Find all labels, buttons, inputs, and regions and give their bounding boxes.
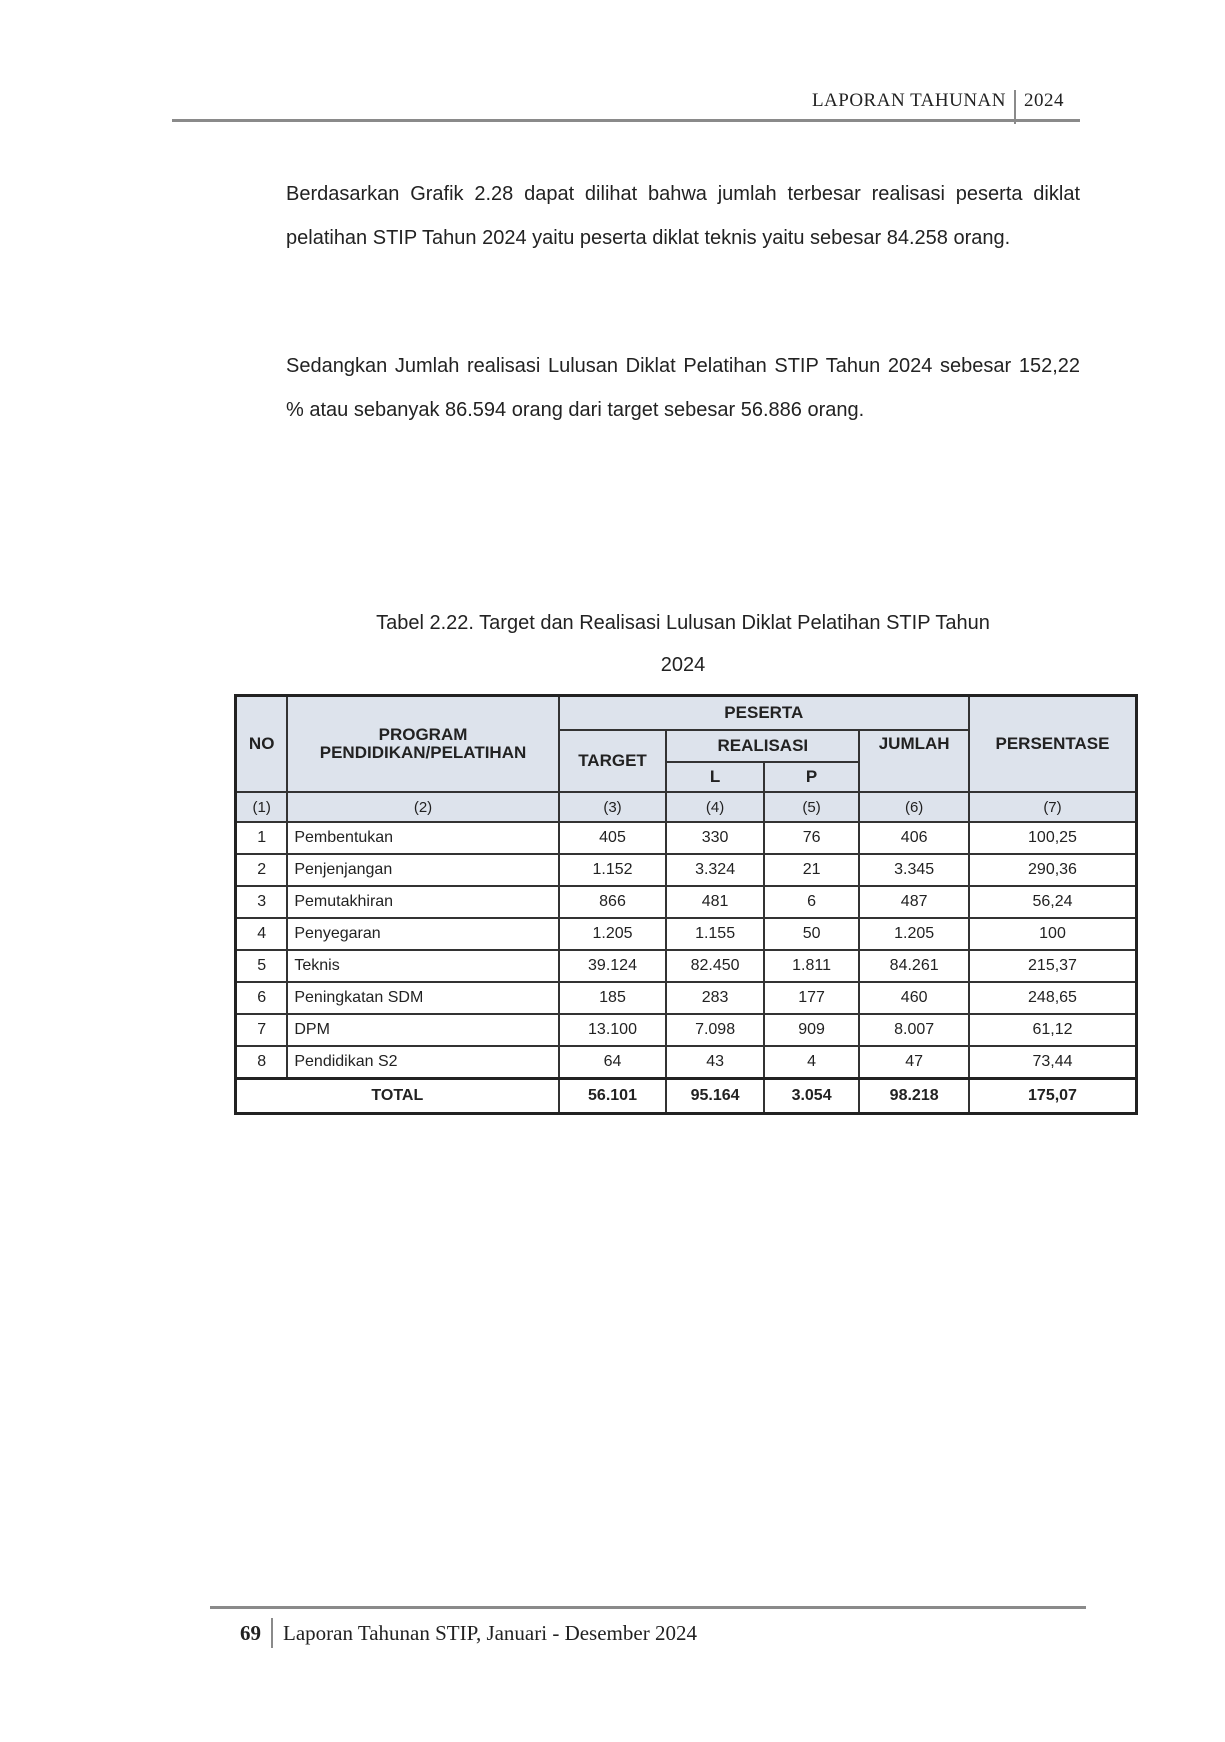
cell-l: 3.324 bbox=[666, 854, 764, 886]
table-caption-line-2: 2024 bbox=[660, 654, 706, 676]
cell-p: 1.811 bbox=[764, 950, 859, 982]
table-row bbox=[236, 854, 1137, 886]
cell-program: Pemutakhiran bbox=[287, 886, 558, 918]
footer-title: Laporan Tahunan STIP, Januari - Desember 2024 bbox=[283, 1620, 697, 1645]
cell-l: 283 bbox=[666, 982, 764, 1014]
cell-jumlah: 3.345 bbox=[859, 854, 969, 886]
cell-program: Teknis bbox=[287, 950, 558, 982]
cell-target: 64 bbox=[559, 1046, 667, 1079]
total-persentase: 175,07 bbox=[969, 1079, 1137, 1114]
table-caption bbox=[286, 602, 1080, 686]
column-number: (6) bbox=[859, 792, 969, 822]
cell-persentase: 73,44 bbox=[969, 1046, 1137, 1079]
cell-no: 1 bbox=[236, 822, 288, 854]
cell-target: 185 bbox=[559, 982, 667, 1014]
cell-no: 4 bbox=[236, 918, 288, 950]
table-row bbox=[236, 1014, 1137, 1046]
cell-no: 6 bbox=[236, 982, 288, 1014]
cell-p: 909 bbox=[764, 1014, 859, 1046]
header-year: 2024 bbox=[1024, 90, 1064, 111]
table-caption-line-1: Tabel 2.22. Target dan Realisasi Lulusan Diklat Pelatihan STIP Tahun bbox=[376, 612, 990, 634]
cell-target: 13.100 bbox=[559, 1014, 667, 1046]
total-jumlah: 98.218 bbox=[859, 1079, 969, 1114]
cell-target: 1.205 bbox=[559, 918, 667, 950]
cell-persentase: 61,12 bbox=[969, 1014, 1137, 1046]
cell-target: 39.124 bbox=[559, 950, 667, 982]
cell-no: 2 bbox=[236, 854, 288, 886]
cell-program: Peningkatan SDM bbox=[287, 982, 558, 1014]
column-number: (1) bbox=[236, 792, 288, 822]
cell-jumlah: 47 bbox=[859, 1046, 969, 1079]
cell-p: 6 bbox=[764, 886, 859, 918]
cell-target: 1.152 bbox=[559, 854, 667, 886]
results-table bbox=[234, 694, 1138, 1115]
cell-p: 21 bbox=[764, 854, 859, 886]
cell-persentase: 100 bbox=[969, 918, 1137, 950]
cell-jumlah: 84.261 bbox=[859, 950, 969, 982]
cell-p: 4 bbox=[764, 1046, 859, 1079]
column-number: (4) bbox=[666, 792, 764, 822]
cell-program: Pendidikan S2 bbox=[287, 1046, 558, 1079]
cell-l: 43 bbox=[666, 1046, 764, 1079]
page-number: 69 bbox=[240, 1620, 261, 1645]
cell-jumlah: 1.205 bbox=[859, 918, 969, 950]
footer-rule bbox=[210, 1606, 1086, 1609]
cell-jumlah: 460 bbox=[859, 982, 969, 1014]
cell-program: Penjenjangan bbox=[287, 854, 558, 886]
cell-l: 82.450 bbox=[666, 950, 764, 982]
header-program: PROGRAM PENDIDIKAN/PELATIHAN bbox=[287, 696, 558, 793]
total-p: 3.054 bbox=[764, 1079, 859, 1114]
header-no: NO bbox=[236, 696, 288, 793]
header-row-1 bbox=[236, 696, 1137, 731]
column-number: (3) bbox=[559, 792, 667, 822]
total-label: TOTAL bbox=[236, 1079, 559, 1114]
column-number: (7) bbox=[969, 792, 1137, 822]
footer-separator bbox=[271, 1618, 273, 1648]
cell-target: 405 bbox=[559, 822, 667, 854]
cell-persentase: 215,37 bbox=[969, 950, 1137, 982]
header-realisasi: REALISASI bbox=[666, 730, 859, 762]
column-number: (5) bbox=[764, 792, 859, 822]
cell-persentase: 56,24 bbox=[969, 886, 1137, 918]
cell-l: 330 bbox=[666, 822, 764, 854]
column-number-row bbox=[236, 792, 1137, 822]
header-l: L bbox=[666, 762, 764, 792]
header-peserta: PESERTA bbox=[559, 696, 969, 731]
cell-program: Penyegaran bbox=[287, 918, 558, 950]
header-target: TARGET bbox=[559, 730, 667, 792]
table-row bbox=[236, 982, 1137, 1014]
cell-target: 866 bbox=[559, 886, 667, 918]
paragraph-2: Sedangkan Jumlah realisasi Lulusan Diklat Pelatihan STIP Tahun 2024 sebesar 152,22 % atau sebanyak 86.594 orang dari target sebesar 56.886 orang. bbox=[286, 355, 1080, 421]
header-jumlah: JUMLAH bbox=[859, 730, 969, 792]
cell-program: DPM bbox=[287, 1014, 558, 1046]
total-row bbox=[236, 1079, 1137, 1114]
cell-persentase: 248,65 bbox=[969, 982, 1137, 1014]
cell-no: 5 bbox=[236, 950, 288, 982]
cell-p: 50 bbox=[764, 918, 859, 950]
table-row bbox=[236, 886, 1137, 918]
table-row bbox=[236, 950, 1137, 982]
table-row bbox=[236, 1046, 1137, 1079]
cell-jumlah: 487 bbox=[859, 886, 969, 918]
header-report-name: LAPORAN TAHUNAN bbox=[811, 90, 1006, 111]
table-row bbox=[236, 822, 1137, 854]
cell-l: 1.155 bbox=[666, 918, 764, 950]
cell-no: 7 bbox=[236, 1014, 288, 1046]
header-rule bbox=[172, 119, 1080, 122]
table-row bbox=[236, 918, 1137, 950]
cell-no: 3 bbox=[236, 886, 288, 918]
cell-p: 76 bbox=[764, 822, 859, 854]
cell-jumlah: 406 bbox=[859, 822, 969, 854]
footer-text bbox=[240, 1618, 697, 1648]
page-header bbox=[172, 78, 1080, 122]
header-persentase: PERSENTASE bbox=[969, 696, 1137, 793]
cell-no: 8 bbox=[236, 1046, 288, 1079]
page-footer bbox=[172, 1606, 1086, 1666]
cell-persentase: 290,36 bbox=[969, 854, 1137, 886]
cell-program: Pembentukan bbox=[287, 822, 558, 854]
cell-l: 481 bbox=[666, 886, 764, 918]
total-l: 95.164 bbox=[666, 1079, 764, 1114]
header-p: P bbox=[764, 762, 859, 792]
paragraph-1: Berdasarkan Grafik 2.28 dapat dilihat bahwa jumlah terbesar realisasi peserta diklat pelatihan STIP Tahun 2024 yaitu peserta diklat teknis yaitu sebesar 84.258 orang. bbox=[286, 183, 1080, 249]
cell-p: 177 bbox=[764, 982, 859, 1014]
cell-persentase: 100,25 bbox=[969, 822, 1137, 854]
cell-jumlah: 8.007 bbox=[859, 1014, 969, 1046]
header-title bbox=[812, 84, 1064, 118]
column-number: (2) bbox=[287, 792, 558, 822]
total-target: 56.101 bbox=[559, 1079, 667, 1114]
cell-l: 7.098 bbox=[666, 1014, 764, 1046]
